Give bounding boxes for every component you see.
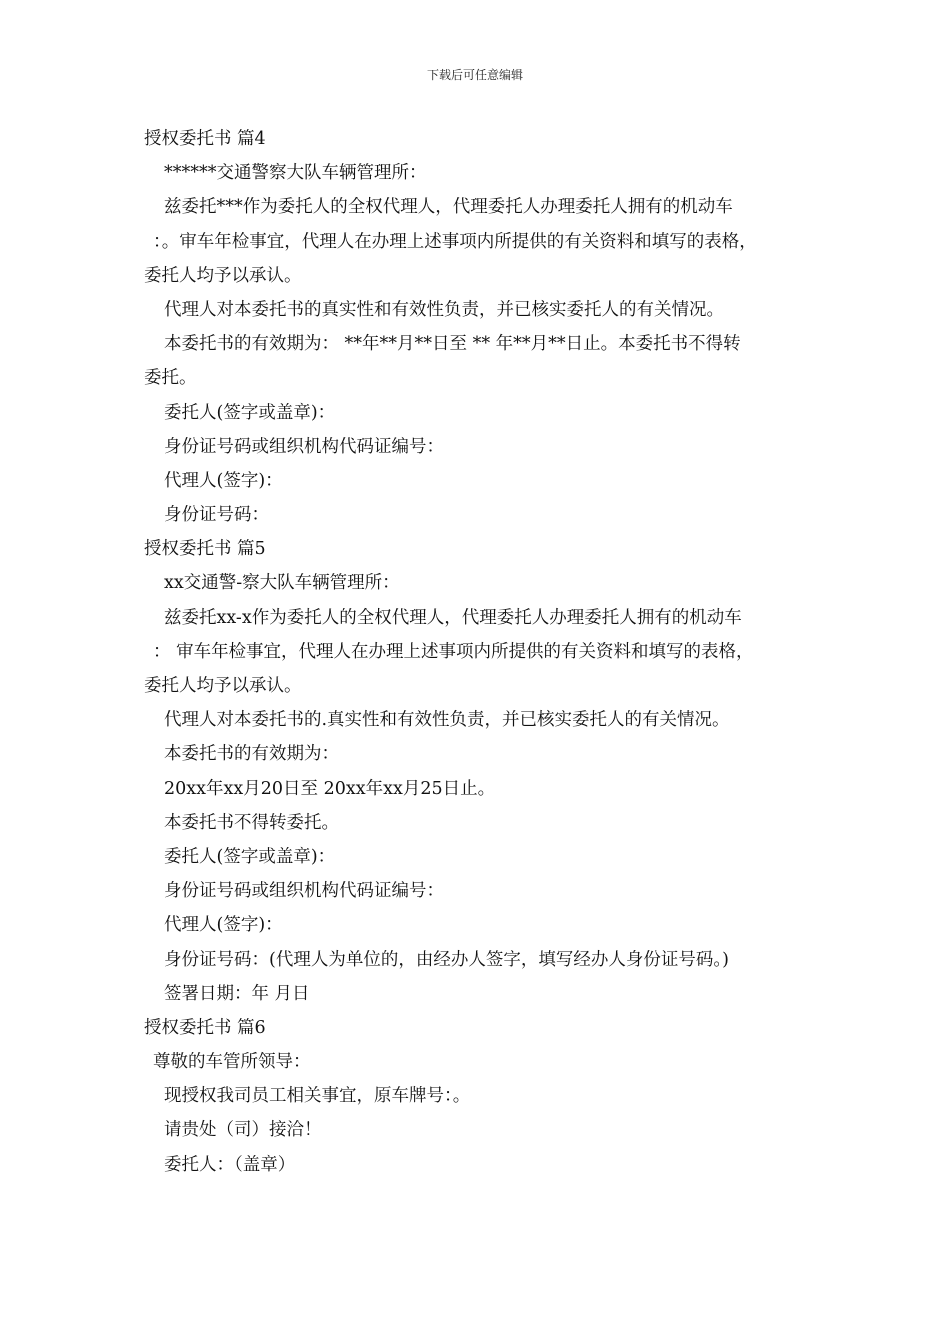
paragraph-line: 兹委托***作为委托人的全权代理人，代理委托人办理委托人拥有的机动车	[164, 197, 733, 218]
paragraph-line: 委托人均予以承认。	[144, 676, 302, 696]
paragraph-line: 代理人对本委托书的.真实性和有效性负责，并已核实委托人的有关情况。	[164, 710, 730, 731]
paragraph-line: 委托人(签字或盖章)：	[164, 846, 336, 867]
paragraph-line: 身份证号码：(代理人为单位的，由经办人签字，填写经办人身份证号码。)	[164, 949, 729, 970]
paragraph-line: 签署日期：年 月日	[164, 983, 310, 1004]
paragraph-line: xx交通警-察大队车辆管理所：	[164, 573, 400, 594]
paragraph-line: 委托人(签字或盖章)：	[164, 402, 336, 423]
paragraph-line: ：。审车年检事宜，代理人在办理上述事项内所提供的有关资料和填写的表格，	[153, 231, 757, 252]
paragraph-line: 本委托书的有效期为：	[164, 744, 339, 765]
paragraph-line: 身份证号码或组织机构代码证编号：	[164, 881, 444, 902]
page-header: 下载后可任意编辑	[426, 68, 523, 82]
paragraph-line: 委托人均予以承认。	[144, 265, 302, 286]
section-title: 授权委托书 篇4	[144, 129, 266, 149]
paragraph-line: 现授权我司员工相关事宜，原车牌号：。	[164, 1086, 471, 1107]
paragraph-line: 身份证号码：	[164, 505, 269, 526]
section-title: 授权委托书 篇5	[144, 539, 266, 560]
paragraph-line: ******交通警察大队车辆管理所：	[164, 163, 427, 184]
paragraph-line: 请贵处（司）接洽！	[164, 1120, 322, 1141]
paragraph-line: 本委托书不得转委托。	[164, 812, 339, 833]
paragraph-line: 身份证号码或组织机构代码证编号：	[164, 436, 444, 457]
section-4	[144, 122, 824, 532]
paragraph-line: 尊敬的车管所领导：	[153, 1052, 311, 1073]
document-body	[144, 122, 824, 1182]
paragraph-line: ： 审车年检事宜，代理人在办理上述事项内所提供的有关资料和填写的表格，	[153, 641, 754, 662]
paragraph-line: 兹委托xx-x作为委托人的全权代理人，代理委托人办理委托人拥有的机动车	[164, 607, 742, 628]
section-6	[144, 1011, 824, 1182]
paragraph-line: 代理人(签字)：	[164, 470, 283, 491]
paragraph-line: 代理人(签字)：	[164, 915, 283, 936]
paragraph-line: 20xx年xx月20日至 20xx年xx月25日止。	[164, 778, 496, 799]
paragraph-line: 代理人对本委托书的真实性和有效性负责，并已核实委托人的有关情况。	[164, 299, 724, 320]
section-title: 授权委托书 篇6	[144, 1017, 266, 1038]
paragraph-line: 委托。	[144, 368, 197, 389]
section-5	[144, 532, 824, 1011]
paragraph-line: 委托人：（盖章）	[164, 1154, 296, 1175]
paragraph-line: 本委托书的有效期为： **年**月**日至 ** 年**月**日止。本委托书不得转	[164, 334, 741, 355]
